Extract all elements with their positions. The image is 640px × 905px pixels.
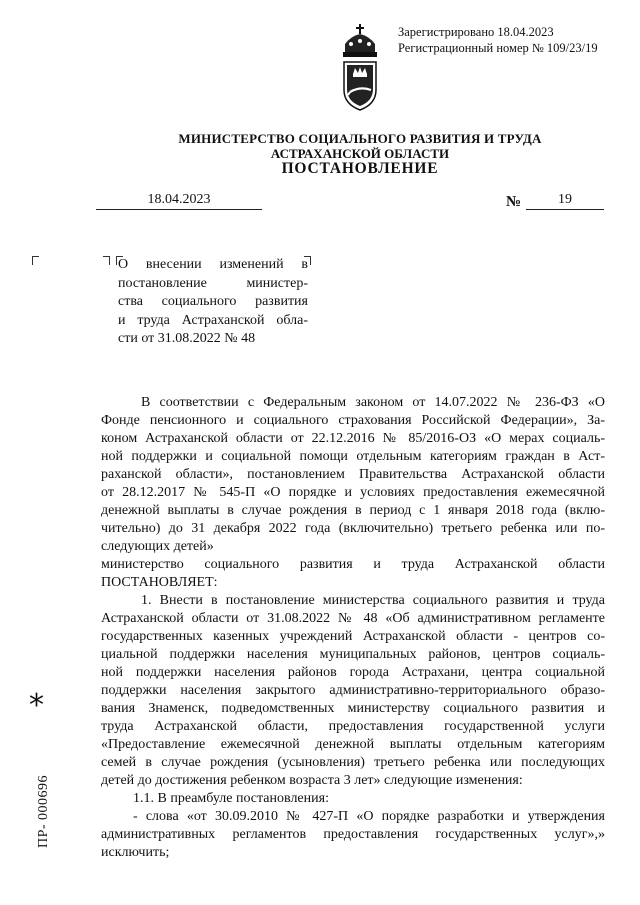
body-line: ной поддержки населения районов города Астрахани, центра социальной bbox=[101, 665, 605, 680]
registration-number: Регистрационный номер № 109/23/19 bbox=[398, 41, 598, 55]
body-line: министерство социального развития и труда Астраханской области bbox=[101, 557, 605, 572]
ministry-title-line2: АСТРАХАНСКОЙ ОБЛАСТИ bbox=[270, 146, 450, 161]
number-label: № bbox=[506, 194, 522, 210]
body-line: поддержки населения закрытого административно-территориального образо- bbox=[101, 683, 605, 698]
body-line: 1. Внести в постановление министерства социального развития и труда bbox=[141, 593, 605, 608]
document-body bbox=[101, 394, 605, 862]
side-registration-mark: ПР- 000696 bbox=[36, 774, 51, 848]
body-line: административных регламентов предоставления государственных услуг»,» bbox=[101, 827, 605, 842]
body-line: ной поддержки и социальной помощи отдельным категориям граждан в Аст- bbox=[101, 449, 605, 464]
body-line: труда Астраханской области, предоставления государственной услуги bbox=[101, 719, 605, 734]
document-type-title: ПОСТАНОВЛЕНИЕ bbox=[281, 160, 439, 177]
body-line: коном Астраханской области от 22.12.2016 № 85/2016-ОЗ «О мерах социаль- bbox=[101, 431, 605, 446]
document-subject bbox=[118, 256, 308, 349]
body-line: 1.1. В преамбуле постановления: bbox=[133, 791, 329, 806]
subject-line: и труда Астраханской обла- bbox=[118, 312, 308, 328]
subject-line: постановление министер- bbox=[118, 275, 308, 291]
astrakhan-coat-of-arms-icon bbox=[331, 22, 389, 114]
body-line: «Предоставление ежемесячной денежной выплаты отдельным категориям bbox=[101, 737, 605, 752]
ministry-title-line1: МИНИСТЕРСТВО СОЦИАЛЬНОГО РАЗВИТИЯ И ТРУДА bbox=[178, 131, 542, 146]
body-line: денежной выплаты в случае рождения в период с 1 января 2018 года (вклю- bbox=[101, 503, 605, 518]
body-line: раханской области», постановлением Правительства Астраханской области bbox=[101, 467, 605, 482]
document-date: 18.04.2023 bbox=[96, 192, 262, 210]
body-line: от 28.12.2017 № 545-П «О порядке и условиях предоставления ежемесячной bbox=[101, 485, 605, 500]
subject-line: ства социального развития bbox=[118, 294, 308, 309]
body-line: Астраханской области от 31.08.2022 № 48 «Об административном регламенте bbox=[101, 611, 605, 626]
corner-mark bbox=[32, 256, 39, 265]
body-line: детей до достижения ребенком возраста 3 лет» следующие изменения: bbox=[101, 773, 523, 788]
body-line: вания Знаменск, подведомственных министерству социального развития и bbox=[101, 701, 605, 716]
star-mark: * bbox=[29, 688, 44, 723]
body-line: следующих детей» bbox=[101, 539, 214, 554]
body-line: Фонде пенсионного и социального страхования Российской Федерации», За- bbox=[101, 413, 605, 428]
subject-line: О внесении изменений в bbox=[118, 257, 308, 272]
subject-line: сти от 31.08.2022 № 48 bbox=[118, 331, 256, 346]
body-line: В соответствии с Федеральным законом от 14.07.2022 № 236-ФЗ «О bbox=[141, 395, 605, 410]
body-line: государственных казенных учреждений Астраханской области - центров со- bbox=[101, 629, 605, 644]
body-line: циальной поддержки населения муниципальных районов, центров социаль- bbox=[101, 647, 605, 662]
corner-mark bbox=[103, 256, 110, 265]
body-line: семей в случае рождения (усыновления) третьего ребенка или последующих bbox=[101, 755, 605, 770]
body-line: ПОСТАНОВЛЯЕТ: bbox=[101, 575, 218, 590]
registration-date: Зарегистрировано 18.04.2023 bbox=[398, 25, 554, 39]
registration-stamp bbox=[398, 24, 598, 56]
body-line: исключить; bbox=[101, 845, 170, 860]
body-line: - слова «от 30.09.2010 № 427-П «О порядке разработки и утверждения bbox=[133, 809, 605, 824]
body-line: чительно) до 31 декабря 2022 года (включительно) третьего ребенка или по- bbox=[101, 521, 605, 536]
document-number: 19 bbox=[526, 192, 604, 210]
